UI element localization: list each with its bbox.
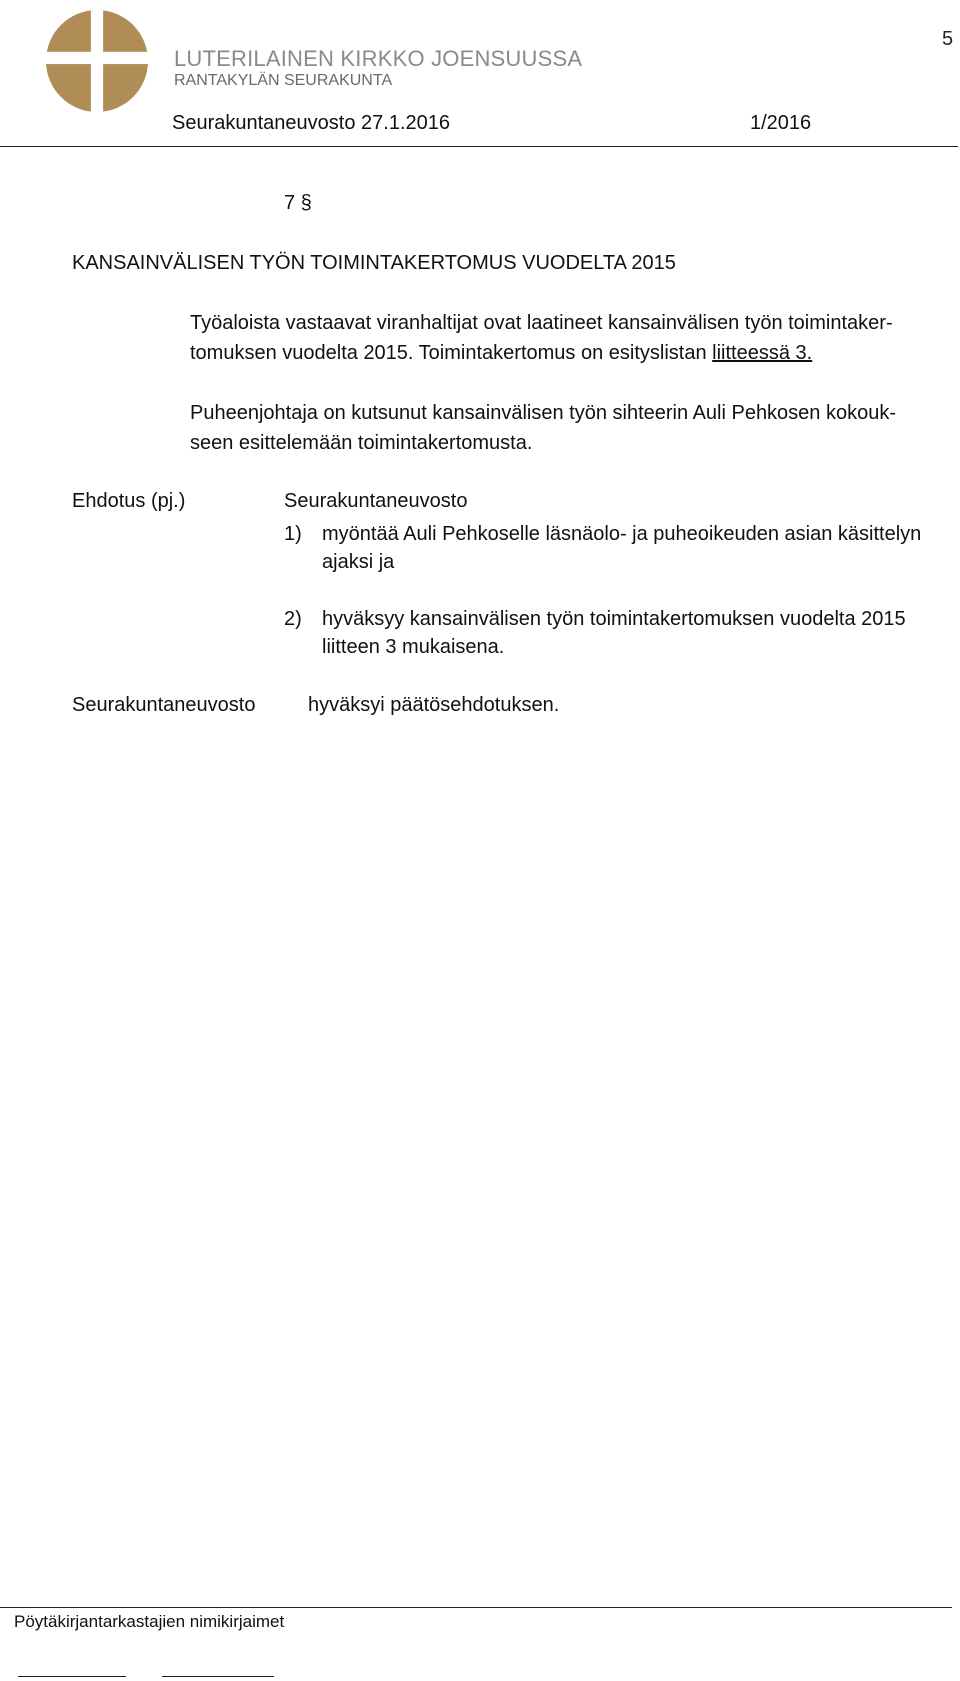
decision-text: hyväksyi päätösehdotuksen. xyxy=(308,694,560,716)
footer-divider xyxy=(0,1607,952,1608)
attachment-link[interactable]: liitteessä 3. xyxy=(712,342,813,364)
proposal-item-text: hyväksyy kansainvälisen työn toimintakertomuksen vuodelta 2015 liitteen 3 mukaisena. xyxy=(322,608,906,658)
section-heading: KANSAINVÄLISEN TYÖN TOIMINTAKERTOMUS VUODELTA 2015 xyxy=(72,252,676,274)
initials-line-2 xyxy=(162,1676,274,1677)
section-number: 7 § xyxy=(284,192,312,214)
proposal-item-number: 2) xyxy=(284,608,302,630)
background-paragraph-text: Työaloista vastaavat viranhaltijat ovat laatineet kansainvälisen työn toimintaker-tomuksen vuodelta 2015. Toimintakertomus on esityslistan xyxy=(190,312,893,364)
initials-line-1 xyxy=(18,1676,126,1677)
meeting-title: Seurakuntaneuvosto 27.1.2016 xyxy=(172,112,450,134)
footer-label: Pöytäkirjantarkastajien nimikirjaimet xyxy=(14,1612,285,1631)
page-number: 5 xyxy=(942,28,954,50)
proposal-item-number: 1) xyxy=(284,523,302,545)
proposal-item-text: myöntää Auli Pehkoselle läsnäolo- ja puheoikeuden asian käsittelyn ajaksi ja xyxy=(322,523,922,573)
parish-name: RANTAKYLÄN SEURAKUNTA xyxy=(174,72,393,89)
invitation-paragraph: Puheenjohtaja on kutsunut kansainvälisen työn sihteerin Auli Pehkosen kokouk-seen esittelemään toimintakertomusta. xyxy=(190,402,897,454)
parish-logo-cross xyxy=(46,10,148,112)
proposal-label: Ehdotus (pj.) xyxy=(72,490,186,512)
proposal-intro: Seurakuntaneuvosto xyxy=(284,490,468,512)
background-paragraph xyxy=(190,308,930,368)
organization-name: LUTERILAINEN KIRKKO JOENSUUSSA xyxy=(174,46,583,71)
proposal-item xyxy=(284,520,954,576)
decision-label: Seurakuntaneuvosto xyxy=(72,694,256,716)
proposal-item xyxy=(284,605,954,661)
minutes-number: 1/2016 xyxy=(750,112,812,134)
header-divider xyxy=(0,146,958,147)
